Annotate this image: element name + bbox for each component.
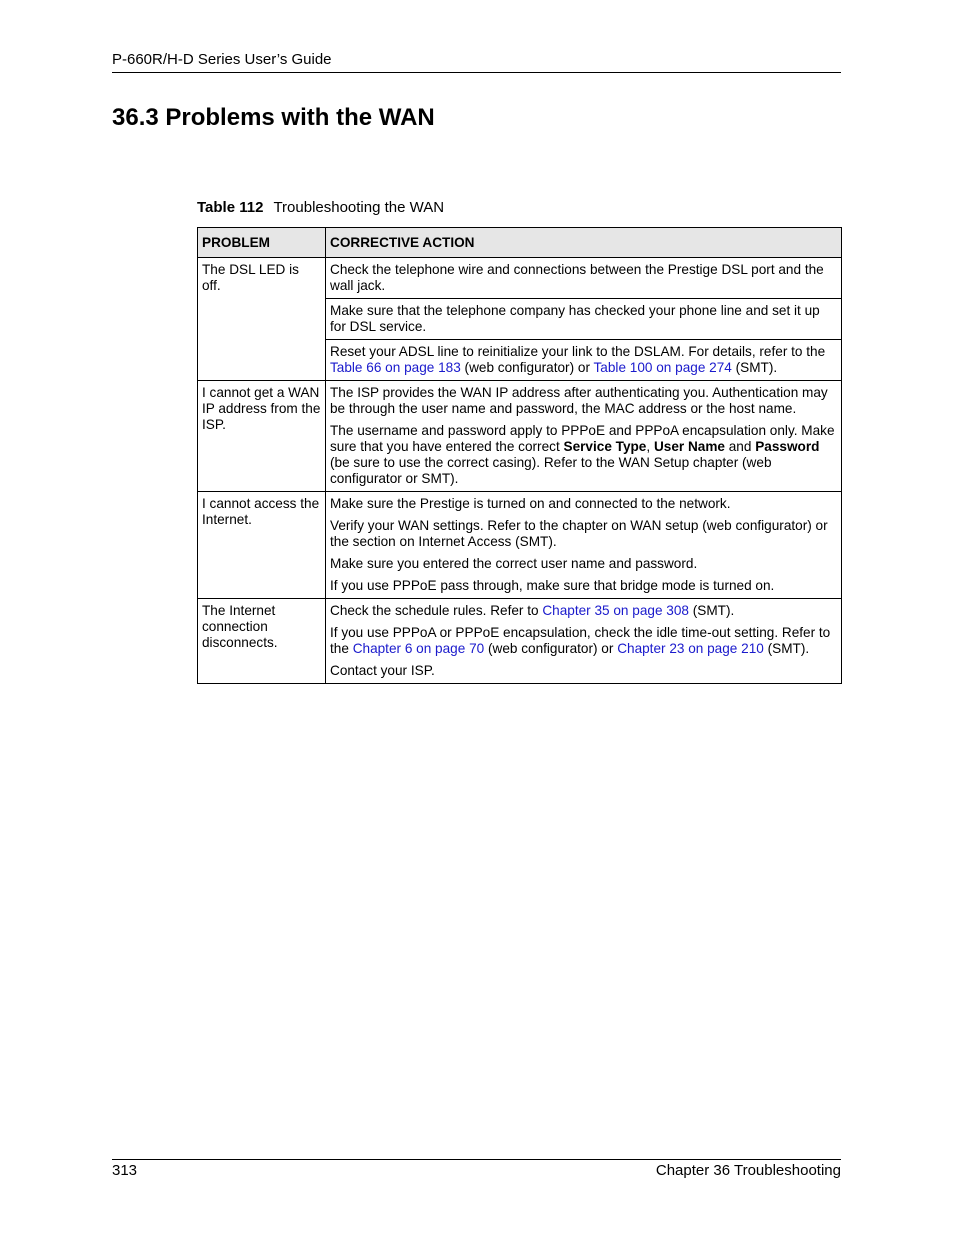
action-cell xyxy=(326,599,842,684)
guide-title: P-660R/H-D Series User’s Guide xyxy=(112,51,332,68)
bold-term-user-name: User Name xyxy=(653,439,725,454)
action-text: Contact your ISP. xyxy=(330,663,435,678)
bold-term-service-type: Service Type xyxy=(563,439,647,454)
table-row xyxy=(198,258,842,299)
action-cell xyxy=(326,299,842,340)
text-segment: , xyxy=(646,439,654,454)
action-text xyxy=(330,344,837,376)
link-table-66[interactable]: Table 66 on page 183 xyxy=(330,360,461,375)
link-chapter-23[interactable]: Chapter 23 on page 210 xyxy=(617,641,764,656)
table-row xyxy=(198,599,842,684)
action-cell xyxy=(326,340,842,381)
action-cell xyxy=(326,258,842,299)
text-segment: (SMT). xyxy=(688,603,735,618)
action-text: Make sure the Prestige is turned on and connected to the network. xyxy=(330,496,731,511)
text-segment: (SMT). xyxy=(731,360,778,375)
action-text: Verify your WAN settings. Refer to the chapter on WAN setup (web configurator) or the section on Internet Access (SMT). xyxy=(330,518,828,549)
text-segment: Reset your ADSL line to reinitialize your link to the DSLAM. For details, refer to the xyxy=(330,344,826,359)
bold-term-password: Password xyxy=(755,439,820,454)
page-number: 313 xyxy=(112,1162,138,1179)
link-chapter-6[interactable]: Chapter 6 on page 70 xyxy=(352,641,485,656)
problem-cell: The Internet connection disconnects. xyxy=(198,599,326,684)
action-text xyxy=(330,603,837,619)
link-table-100[interactable]: Table 100 on page 274 xyxy=(593,360,732,375)
problem-cell: The DSL LED is off. xyxy=(198,258,326,381)
action-text: Check the telephone wire and connections between the Prestige DSL port and the wall jack. xyxy=(330,262,824,293)
table-caption-label: Table 112 xyxy=(197,199,264,216)
table-header-row xyxy=(198,228,842,258)
problem-cell: I cannot get a WAN IP address from the ISP. xyxy=(198,381,326,492)
table-caption-text: Troubleshooting the WAN xyxy=(273,199,445,216)
action-text: Make sure that the telephone company has checked your phone line and set it up for DSL service. xyxy=(330,303,820,334)
text-segment: (web configurator) or xyxy=(460,360,594,375)
text-segment: The username and password apply to PPPoE and PPPoA encapsulation only. Make sure that you have entered the correct xyxy=(330,423,835,454)
section-title: 36.3 Problems with the WAN xyxy=(112,104,435,131)
action-cell xyxy=(326,381,842,492)
header-divider xyxy=(112,72,841,73)
table-caption xyxy=(197,199,444,216)
table-row xyxy=(198,492,842,599)
action-text xyxy=(330,625,837,657)
column-header-problem: PROBLEM xyxy=(198,228,326,258)
chapter-title: Chapter 36 Troubleshooting xyxy=(655,1162,841,1179)
table-row xyxy=(198,381,842,492)
action-text: The ISP provides the WAN IP address after authenticating you. Authentication may be through the user name and password, the MAC address or the host name. xyxy=(330,385,828,416)
column-header-corrective-action: CORRECTIVE ACTION xyxy=(326,228,842,258)
action-text xyxy=(330,423,837,487)
text-segment: (web configurator) or xyxy=(484,641,618,656)
problem-cell: I cannot access the Internet. xyxy=(198,492,326,599)
text-segment: Check the schedule rules. Refer to xyxy=(330,603,543,618)
action-text: Make sure you entered the correct user name and password. xyxy=(330,556,698,571)
link-chapter-35[interactable]: Chapter 35 on page 308 xyxy=(542,603,689,618)
footer-divider xyxy=(112,1159,841,1160)
text-segment: (be sure to use the correct casing). Refer to the WAN Setup chapter (web configurator or SMT). xyxy=(330,455,772,486)
text-segment: (SMT). xyxy=(763,641,810,656)
text-segment: If you use PPPoA or PPPoE encapsulation, check the idle time-out setting. Refer to the xyxy=(330,625,831,656)
text-segment: and xyxy=(724,439,756,454)
troubleshooting-table xyxy=(197,227,842,684)
action-cell xyxy=(326,492,842,599)
action-text: If you use PPPoE pass through, make sure that bridge mode is turned on. xyxy=(330,578,775,593)
